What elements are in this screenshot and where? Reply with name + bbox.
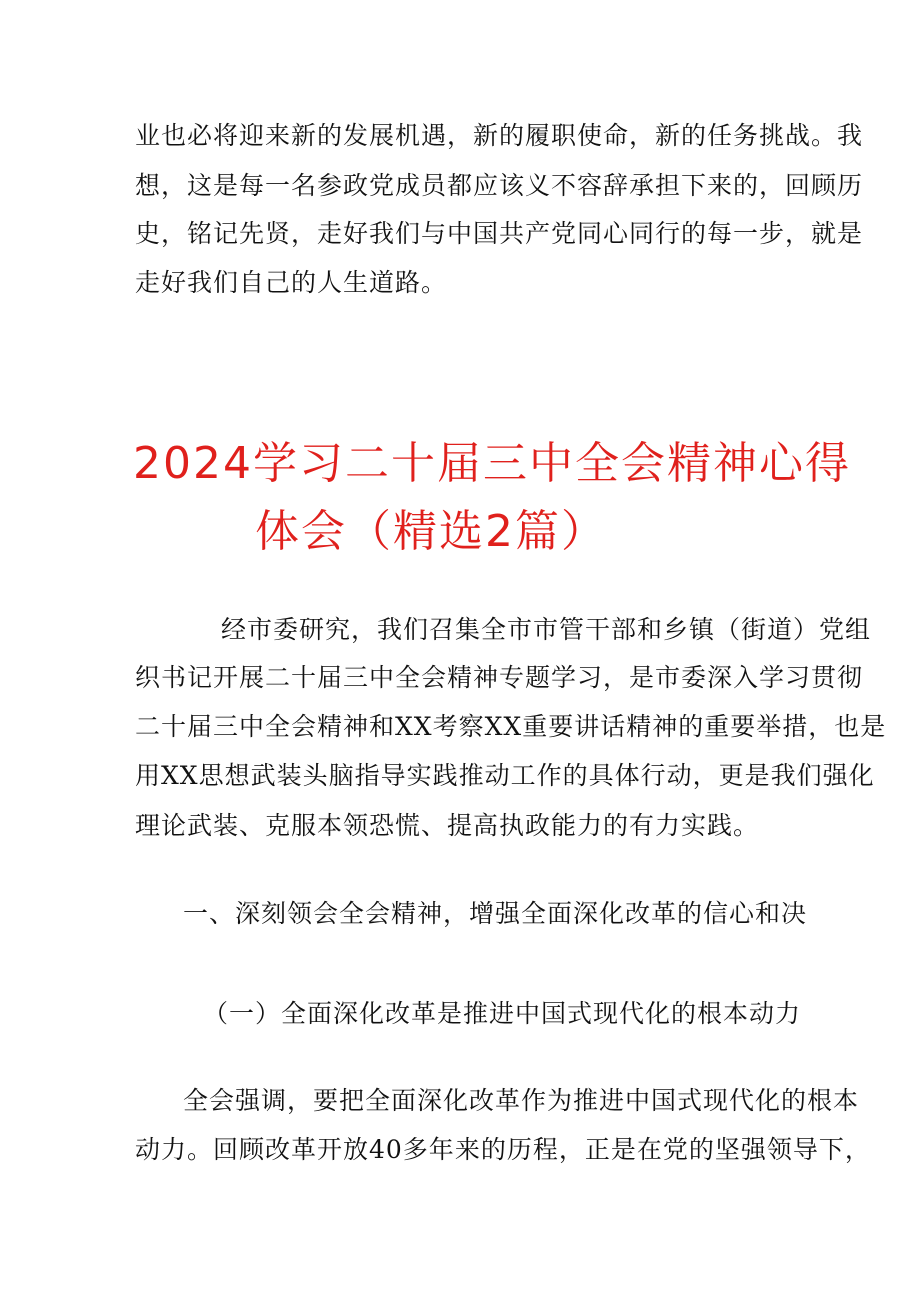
intro-line: 史，铭记先贤，走好我们与中国共产党同心同行的每一步，就是 <box>135 219 864 248</box>
title-line-1: 2024学习二十届三中全会精神心得 <box>133 438 851 489</box>
title-line-2: 体会（精选2篇） <box>255 506 607 557</box>
paragraph-line: 织书记开展二十届三中全会精神专题学习，是市委深入学习贯彻 <box>135 663 864 692</box>
paragraph-line: 理论武装、克服本领恐慌、提高执政能力的有力实践。 <box>135 811 760 840</box>
paragraph-line: 经市委研究，我们召集全市市管干部和乡镇（街道）党组 <box>221 615 872 644</box>
intro-line: 走好我们自己的人生道路。 <box>135 268 448 297</box>
paragraph-line: 用XX思想武装头脑指导实践推动工作的具体行动，更是我们强化 <box>135 761 875 790</box>
section-subheading: （一）全面深化改革是推进中国式现代化的根本动力 <box>203 999 802 1028</box>
paragraph-line: 动力。回顾改革开放40多年来的历程，正是在党的坚强领导下， <box>135 1135 871 1164</box>
paragraph-line: 全会强调，要把全面深化改革作为推进中国式现代化的根本 <box>183 1086 860 1115</box>
intro-line: 业也必将迎来新的发展机遇，新的履职使命，新的任务挑战。我 <box>135 121 864 150</box>
section-heading: 一、深刻领会全会精神，增强全面深化改革的信心和决 <box>183 899 808 928</box>
paragraph-line: 二十届三中全会精神和XX考察XX重要讲话精神的重要举措，也是 <box>135 712 887 741</box>
intro-line: 想，这是每一名参政党成员都应该义不容辞承担下来的，回顾历 <box>135 171 864 200</box>
